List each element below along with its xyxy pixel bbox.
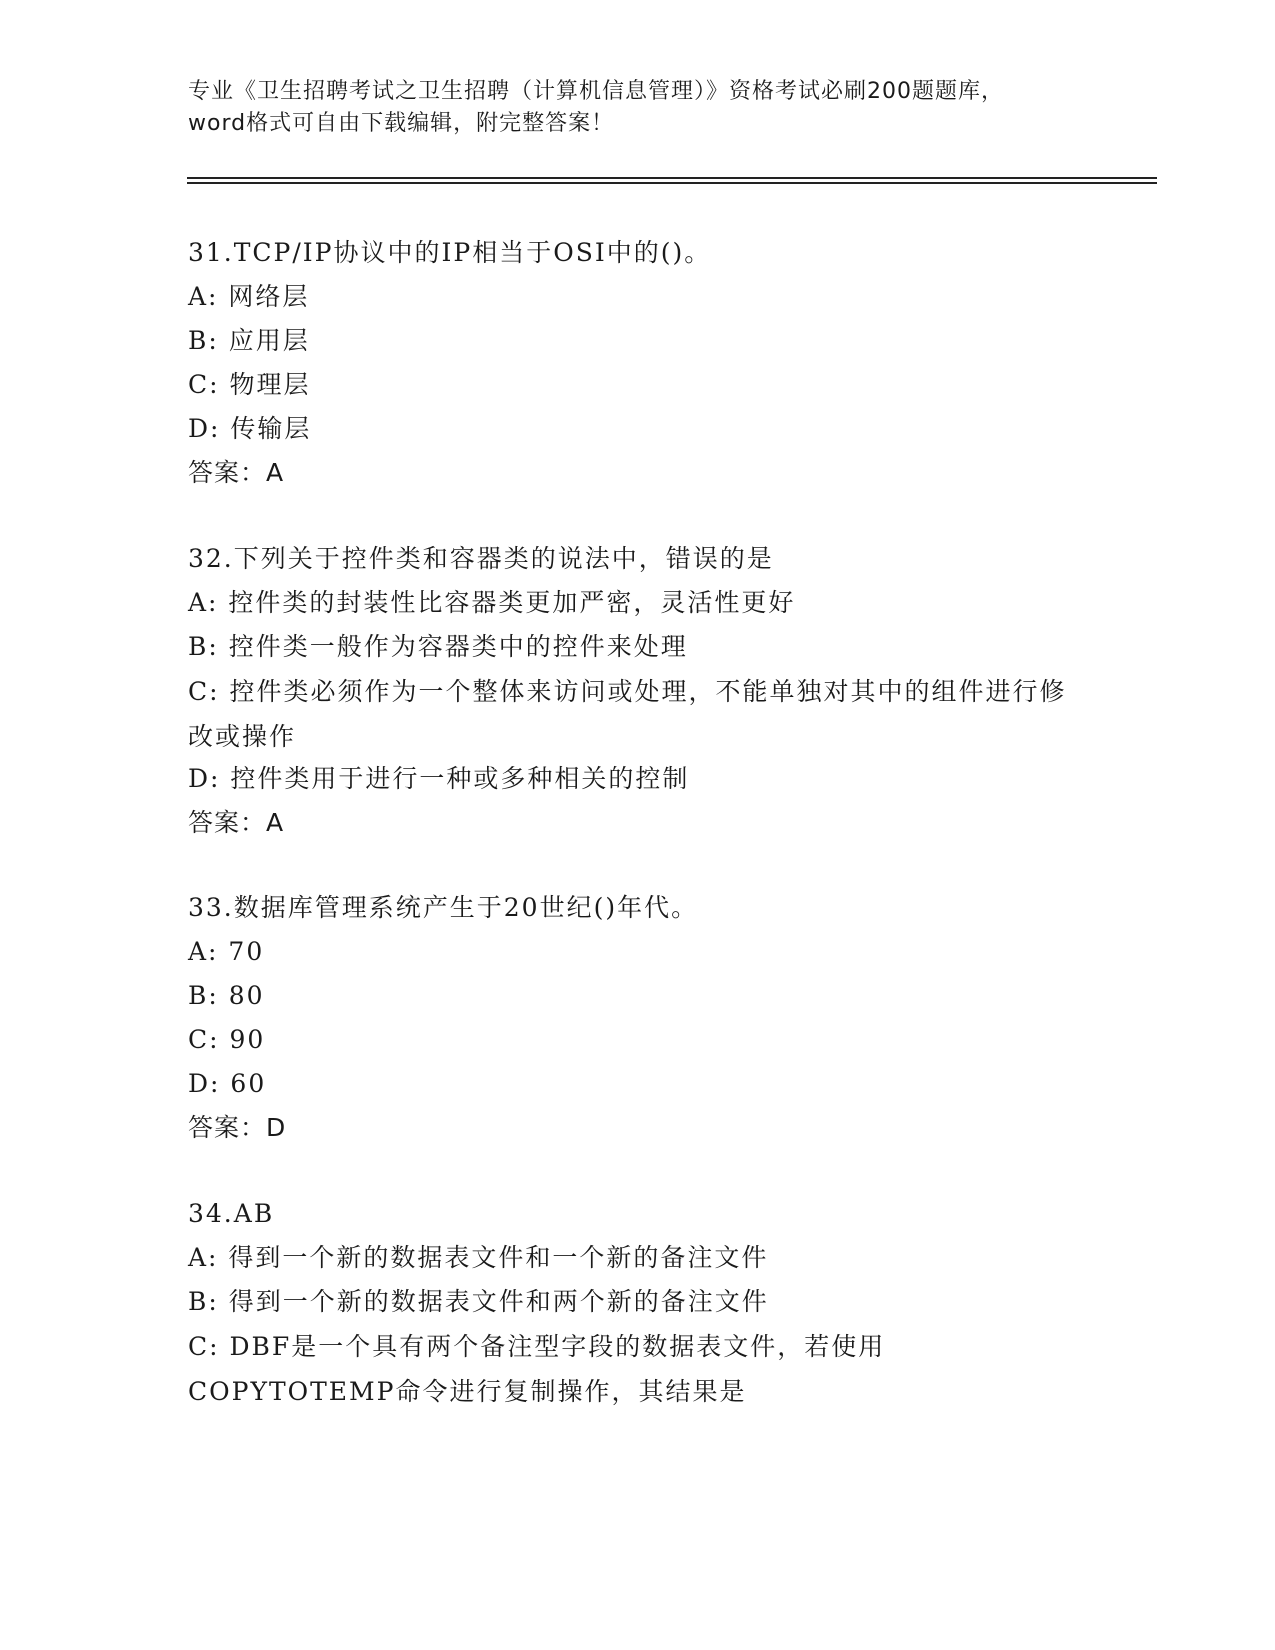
- header-divider-top: [187, 177, 1157, 179]
- option-d: D: 控件类用于进行一种或多种相关的控制: [188, 764, 690, 793]
- option-a: A: 70: [188, 937, 265, 966]
- document-header: [188, 76, 1088, 140]
- question-stem: 32.下列关于控件类和容器类的说法中，错误的是: [188, 544, 774, 573]
- question-stem: 34.AB: [188, 1199, 275, 1228]
- option-d: D: 传输层: [188, 414, 312, 443]
- option-c: C: 控件类必须作为一个整体来访问或处理，不能单独对其中的组件进行修改或操作: [188, 677, 1067, 751]
- option-a: A: 网络层: [188, 282, 310, 311]
- option-b: B: 应用层: [188, 326, 310, 355]
- option-b: B: 得到一个新的数据表文件和两个新的备注文件: [188, 1287, 769, 1316]
- option-a: A: 控件类的封装性比容器类更加严密，灵活性更好: [188, 588, 796, 617]
- question-stem: 31.TCP/IP协议中的IP相当于OSI中的()。: [188, 238, 712, 267]
- option-c: C: 90: [188, 1025, 266, 1054]
- option-a: A: 得到一个新的数据表文件和一个新的备注文件: [188, 1243, 769, 1272]
- answer: 答案：A: [188, 808, 285, 837]
- option-d: D: 60: [188, 1069, 267, 1098]
- option-b: B: 80: [188, 981, 265, 1010]
- header-line-1: 专业《卫生招聘考试之卫生招聘（计算机信息管理）》资格考试必刷200题题库，: [188, 79, 1004, 104]
- option-c: C: 物理层: [188, 370, 311, 399]
- option-c: C: DBF是一个具有两个备注型字段的数据表文件，若使用COPYTOTEMP命令进行复制操作，其结果是: [188, 1332, 886, 1406]
- header-line-2: word格式可自由下载编辑，附完整答案！: [188, 111, 615, 136]
- answer: 答案：D: [188, 1113, 287, 1142]
- answer: 答案：A: [188, 458, 285, 487]
- option-b: B: 控件类一般作为容器类中的控件来处理: [188, 632, 688, 661]
- header-divider-bottom: [187, 182, 1157, 184]
- question-stem: 33.数据库管理系统产生于20世纪()年代。: [188, 893, 699, 922]
